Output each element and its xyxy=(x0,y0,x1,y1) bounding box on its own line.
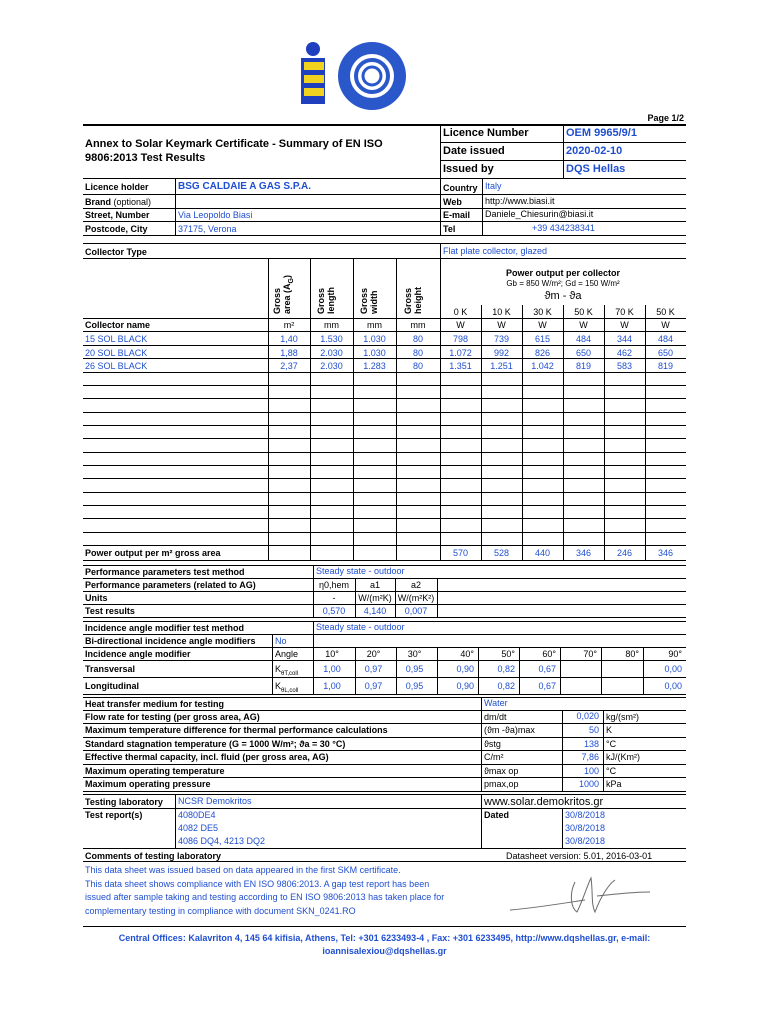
bidir-label: Bi-directional incidence angle modifiers xyxy=(85,636,256,646)
collector-area: 1,40 xyxy=(280,334,298,344)
trans-value: 1,00 xyxy=(323,664,341,674)
angle-value: 40° xyxy=(460,649,474,659)
postcode: 37175, Verona xyxy=(178,224,237,234)
issued-by-label: Issued by xyxy=(443,163,494,175)
longitudinal-label: Longitudinal xyxy=(85,681,139,691)
power-symbol: ϑm - ϑa xyxy=(544,290,582,302)
collector-area: 2,37 xyxy=(280,361,298,371)
gross-value: 528 xyxy=(493,548,510,558)
dtmax-symbol: (ϑm -ϑa)max xyxy=(484,725,535,735)
col-head-width: Gross width xyxy=(359,287,379,314)
angle-value: 60° xyxy=(542,649,556,659)
licence-holder-label: Licence holder xyxy=(85,182,149,192)
tel-label: Tel xyxy=(443,224,456,234)
power-value: 650 xyxy=(657,348,674,358)
long-value: 0,82 xyxy=(497,681,515,691)
result-a1: 4,140 xyxy=(363,606,387,616)
report-date: 30/8/2018 xyxy=(565,836,606,846)
angle-value: 90° xyxy=(668,649,682,659)
cap-symbol: C/m² xyxy=(484,752,504,762)
lab-web[interactable]: www.solar.demokritos.gr xyxy=(484,796,604,808)
country: Italy xyxy=(485,181,502,191)
stag-value: 138 xyxy=(583,739,599,749)
power-value: 819 xyxy=(657,361,674,371)
power-value: 1.351 xyxy=(449,361,472,371)
trans-value: 0,90 xyxy=(456,664,474,674)
power-value: 826 xyxy=(534,348,551,358)
dtmax-unit: K xyxy=(606,725,613,735)
temp-head: 0 K xyxy=(453,307,468,317)
iam-label: Incidence angle modifier xyxy=(85,649,191,659)
comments-text: This data sheet was issued based on data appeared in the first SKM certificate. This data sheet shows compliance with EN ISO 9806:2013. A gap test report has been issued after sample taking and testing according to EN ISO 9806:2013 has taken place for complementary testing in compliance with document SKN_0241.RO xyxy=(85,865,445,916)
angle-value: 20° xyxy=(366,649,381,659)
long-value: 0,95 xyxy=(405,681,424,691)
power-value: 1.251 xyxy=(490,361,513,371)
trans-value: 0,97 xyxy=(364,664,383,674)
trans-symbol: $K_{\theta T,coll}$ xyxy=(275,664,299,677)
temp-unit: W xyxy=(497,320,506,330)
temp-head: 70 K xyxy=(615,307,634,317)
angle-value: 50° xyxy=(501,649,515,659)
stag-label: Standard stagnation temperature (G = 1000 W/m²; ϑa = 30 °C) xyxy=(85,739,346,749)
perf-method: Steady state - outdoor xyxy=(316,566,405,576)
collector-name: 20 SOL BLACK xyxy=(85,348,148,358)
email-label: E-mail xyxy=(443,210,471,220)
col-head-length: Gross length xyxy=(316,287,336,314)
licence-number: OEM 9965/9/1 xyxy=(566,127,637,139)
long-symbol: $K_{\theta L,coll}$ xyxy=(275,681,299,694)
street: Via Leopoldo Biasi xyxy=(178,210,253,220)
medium-label: Heat transfer medium for testing xyxy=(85,699,225,709)
power-value: 462 xyxy=(616,348,633,358)
maxt-value: 100 xyxy=(583,766,599,776)
flow-label: Flow rate for testing (per gross area, AG) xyxy=(85,712,260,722)
param-a2: a2 xyxy=(410,580,421,590)
medium: Water xyxy=(484,698,508,708)
gross-value: 246 xyxy=(616,548,633,558)
col-head-area: Gross area $(A_G)$ xyxy=(272,275,295,314)
cap-label: Effective thermal capacity, incl. fluid (per gross area, AG) xyxy=(85,752,329,762)
angle-value: 10° xyxy=(325,649,339,659)
temp-unit: W xyxy=(579,320,588,330)
page-number: Page 1/2 xyxy=(647,113,684,123)
page-title: Annex to Solar Keymark Certificate - Summary of EN ISO 9806:2013 Test Results xyxy=(85,138,383,164)
maxp-symbol: pmax,op xyxy=(484,779,519,789)
long-value: 0,90 xyxy=(456,681,474,691)
unit-eta0: - xyxy=(332,593,336,603)
collector-area: 1,88 xyxy=(280,348,298,358)
trans-value: 0,95 xyxy=(405,664,424,674)
power-value: 344 xyxy=(616,334,633,344)
collector-name: 15 SOL BLACK xyxy=(85,334,148,344)
angle-value: 30° xyxy=(407,649,422,659)
power-title: Power output per collector xyxy=(505,268,620,278)
angle-value: 70° xyxy=(583,649,597,659)
trans-value: 0,67 xyxy=(538,664,556,674)
collector-width: 1.030 xyxy=(363,334,386,344)
flow-symbol: dm/dt xyxy=(484,712,507,722)
web-label: Web xyxy=(443,197,462,207)
angle-label: Angle xyxy=(275,649,299,659)
angle-value: 80° xyxy=(625,649,639,659)
unit-area: m² xyxy=(283,320,295,330)
gross-value: 440 xyxy=(534,548,551,558)
temp-unit: W xyxy=(538,320,547,330)
collector-name-label: Collector name xyxy=(85,320,151,330)
power-value: 819 xyxy=(575,361,592,371)
dqs-seal-logo xyxy=(336,40,408,112)
collector-length: 2.030 xyxy=(320,361,343,371)
bidir-value: No xyxy=(275,636,287,646)
perf-method-label: Performance parameters test method xyxy=(85,567,245,577)
unit-a2: W/(m²K²) xyxy=(397,593,435,603)
power-value: 615 xyxy=(534,334,551,344)
report-date: 30/8/2018 xyxy=(565,823,606,833)
cap-unit: kJ/(Km²) xyxy=(606,752,640,762)
lab-label: Testing laboratory xyxy=(85,797,163,807)
postcode-label: Postcode, City xyxy=(85,224,148,234)
report-id: 4086 DQ4, 4213 DQ2 xyxy=(178,836,266,846)
collector-length: 1.530 xyxy=(320,334,343,344)
long-value: 0,00 xyxy=(664,681,682,691)
unit-width: mm xyxy=(367,320,382,330)
licence-number-label: Licence Number xyxy=(443,127,529,139)
result-a2: 0,007 xyxy=(404,606,428,616)
maxt-symbol: ϑmax op xyxy=(484,766,519,776)
collector-height: 80 xyxy=(412,361,423,371)
temp-unit: W xyxy=(456,320,465,330)
power-value: 798 xyxy=(452,334,469,344)
comments-label: Comments of testing laboratory xyxy=(85,851,222,861)
collector-name: 26 SOL BLACK xyxy=(85,361,148,371)
long-value: 0,67 xyxy=(538,681,556,691)
temp-head: 30 K xyxy=(533,307,552,317)
flow-value: 0,020 xyxy=(576,711,599,721)
collector-height: 80 xyxy=(412,334,423,344)
power-value: 739 xyxy=(493,334,510,344)
issued-by: DQS Hellas xyxy=(566,163,626,175)
maxp-unit: kPa xyxy=(606,779,622,789)
perf-results-label: Test results xyxy=(85,606,135,616)
dtmax-value: 50 xyxy=(588,725,599,735)
collector-height: 80 xyxy=(412,348,423,358)
long-value: 0,97 xyxy=(364,681,383,691)
param-eta0: η0,hem xyxy=(318,580,350,590)
temp-unit: W xyxy=(620,320,629,330)
brand-label: Brand (optional) xyxy=(85,197,152,207)
temp-head: 10 K xyxy=(492,307,511,317)
perf-units-label: Units xyxy=(85,593,108,603)
temp-head: 50 K xyxy=(574,307,593,317)
maxt-unit: °C xyxy=(606,766,617,776)
power-conditions: Gb = 850 W/m²; Gd = 150 W/m² xyxy=(506,279,620,288)
dated-label: Dated xyxy=(484,810,510,820)
power-value: 583 xyxy=(616,361,633,371)
trans-value: 0,00 xyxy=(664,664,682,674)
iam-method: Steady state - outdoor xyxy=(316,622,405,632)
collector-width: 1.030 xyxy=(363,348,386,358)
iam-method-label: Incidence angle modifier test method xyxy=(85,623,245,633)
col-head-height: Gross height xyxy=(403,287,423,314)
footer: Central Offices: Kalavriton 4, 145 64 kifisia, Athens, Tel: +301 6233493-4 , Fax: +301 6233495, http://www.dqshellas.gr, e-mail: ioannisalexiou@dqshellas.gr xyxy=(118,933,651,956)
collector-type: Flat plate collector, glazed xyxy=(443,246,548,256)
collector-type-label: Collector Type xyxy=(85,247,147,257)
street-label: Street, Number xyxy=(85,210,150,220)
temp-head: 50 K xyxy=(656,307,675,317)
dtmax-label: Maximum temperature difference for thermal performance calculations xyxy=(85,725,388,735)
report-id: 4082 DE5 xyxy=(178,823,219,833)
stag-unit: °C xyxy=(606,739,617,749)
temp-unit: W xyxy=(661,320,670,330)
transversal-label: Transversal xyxy=(85,664,136,674)
date-issued-label: Date issued xyxy=(443,145,505,157)
gross-value: 346 xyxy=(657,548,674,558)
report-date: 30/8/2018 xyxy=(565,810,606,820)
power-value: 1.072 xyxy=(449,348,472,358)
flow-unit: kg/(sm²) xyxy=(606,712,639,722)
report-id: 4080DE4 xyxy=(178,810,216,820)
power-value: 484 xyxy=(575,334,592,344)
datasheet-version: Datasheet version: 5.01, 2016-03-01 xyxy=(506,851,653,861)
maxt-label: Maximum operating temperature xyxy=(85,766,225,776)
web[interactable]: http://www.biasi.it xyxy=(485,196,555,206)
long-value: 1,00 xyxy=(323,681,341,691)
stag-symbol: ϑstg xyxy=(484,739,501,749)
perf-related-label: Performance parameters (related to AG) xyxy=(85,580,256,590)
cap-value: 7,86 xyxy=(581,752,599,762)
date-issued: 2020-02-10 xyxy=(566,145,623,157)
licence-holder: BSG CALDAIE A GAS S.P.A. xyxy=(178,181,311,192)
tel: +39 434238341 xyxy=(532,223,595,233)
country-label: Country xyxy=(443,183,478,193)
gross-value: 346 xyxy=(575,548,592,558)
power-value: 484 xyxy=(657,334,674,344)
power-value: 650 xyxy=(575,348,592,358)
maxp-label: Maximum operating pressure xyxy=(85,779,211,789)
collector-width: 1.283 xyxy=(363,361,386,371)
lab-name: NCSR Demokritos xyxy=(178,796,252,806)
signature xyxy=(505,870,655,920)
collector-length: 2.030 xyxy=(320,348,343,358)
reports-label: Test report(s) xyxy=(85,810,143,820)
logo-i-mark xyxy=(298,42,328,106)
power-value: 992 xyxy=(493,348,510,358)
email[interactable]: Daniele_Chiesurin@biasi.it xyxy=(485,209,594,219)
maxp-value: 1000 xyxy=(578,779,599,789)
gross-value: 570 xyxy=(452,548,469,558)
trans-value: 0,82 xyxy=(497,664,515,674)
param-a1: a1 xyxy=(369,580,380,590)
power-value: 1.042 xyxy=(531,361,554,371)
result-eta0: 0,570 xyxy=(322,606,346,616)
unit-length: mm xyxy=(324,320,339,330)
unit-a1: W/(m²K) xyxy=(358,593,392,603)
unit-height: mm xyxy=(410,320,426,330)
gross-area-label: Power output per m² gross area xyxy=(85,548,221,558)
